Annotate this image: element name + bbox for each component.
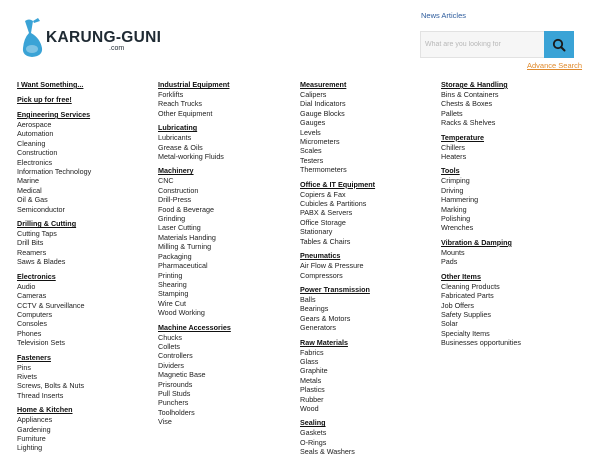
category-item[interactable]: Thermometers xyxy=(300,165,347,175)
category-item[interactable]: Aerospace xyxy=(17,120,52,129)
category-item[interactable]: Dividers xyxy=(158,360,184,370)
category-item[interactable]: Lubricants xyxy=(158,133,192,143)
category-heading[interactable]: Electronics xyxy=(17,271,56,281)
category-item[interactable]: Chillers xyxy=(441,142,465,152)
category-heading[interactable]: Industrial Equipment xyxy=(158,80,230,89)
category-item[interactable]: Wire Cut xyxy=(158,298,186,308)
category-item[interactable]: Toolholders xyxy=(158,407,195,417)
logo-icon xyxy=(20,16,48,58)
category-item[interactable]: Gauge Blocks xyxy=(300,108,345,118)
category-item[interactable]: Cameras xyxy=(17,291,47,301)
category-electronics xyxy=(17,272,152,348)
category-item[interactable]: Generators xyxy=(300,323,336,333)
category-item[interactable]: Metals xyxy=(300,375,322,385)
category-item[interactable]: Food & Beverage xyxy=(158,204,214,214)
category-item[interactable]: Stamping xyxy=(158,289,189,299)
category-item[interactable]: PABX & Servers xyxy=(300,208,353,218)
category-item[interactable]: Construction xyxy=(158,185,199,195)
category-heading[interactable]: Other Items xyxy=(441,271,481,281)
category-item[interactable]: Safety Supplies xyxy=(441,309,491,319)
search-button[interactable] xyxy=(544,31,574,58)
category-heading[interactable]: Engineering Services xyxy=(17,110,91,119)
search-bar xyxy=(420,31,574,58)
category-item[interactable]: Seals & Washers xyxy=(300,447,355,457)
category-item[interactable]: Packaging xyxy=(158,251,192,261)
category-item[interactable]: Wood Working xyxy=(158,308,205,318)
category-item[interactable]: Bins & Containers xyxy=(441,90,499,99)
category-heading[interactable]: Temperature xyxy=(441,132,485,142)
category-item[interactable]: Magnetic Base xyxy=(158,370,206,380)
category-item[interactable]: Vise xyxy=(158,417,172,427)
category-item[interactable]: Testers xyxy=(300,155,324,165)
category-item[interactable]: Rivets xyxy=(17,371,37,381)
category-item[interactable]: Marine xyxy=(17,176,39,186)
category-lubricating xyxy=(158,123,293,161)
category-item[interactable]: Scales xyxy=(300,146,322,156)
category-tools xyxy=(441,166,576,232)
category-item[interactable]: Job Offers xyxy=(441,300,475,310)
category-item[interactable]: Plastics xyxy=(300,385,325,395)
quick-link-want-something[interactable]: I Want Something... xyxy=(17,80,84,89)
category-power-transmission xyxy=(300,285,435,333)
category-item[interactable]: Computers xyxy=(17,309,53,319)
category-heading[interactable]: Machinery xyxy=(158,166,194,176)
category-item[interactable]: CCTV & Surveillance xyxy=(17,300,85,310)
category-item[interactable]: Oil & Gas xyxy=(17,195,48,205)
category-item[interactable]: Phones xyxy=(17,328,42,338)
category-item[interactable]: Micrometers xyxy=(300,137,340,147)
category-measurement xyxy=(300,80,435,175)
category-item[interactable]: Racks & Shelves xyxy=(441,118,496,128)
category-item[interactable]: Materials Handing xyxy=(158,232,216,242)
category-item[interactable]: Grinding xyxy=(158,214,186,224)
category-item[interactable]: Pharmaceutical xyxy=(158,261,208,271)
category-item[interactable]: Reamers xyxy=(17,247,47,257)
category-item[interactable]: Other Equipment xyxy=(158,108,213,118)
category-item[interactable]: Mounts xyxy=(441,247,465,257)
category-item[interactable]: Solar xyxy=(441,319,458,329)
category-engineering-services xyxy=(17,110,152,214)
category-item[interactable]: Balls xyxy=(300,294,316,304)
news-articles-link[interactable]: News Articles xyxy=(421,11,467,20)
category-heading[interactable]: Measurement xyxy=(300,80,347,89)
category-item[interactable]: Cleaning xyxy=(17,138,46,148)
category-item[interactable]: Drill Bits xyxy=(17,238,44,248)
category-item[interactable]: Pins xyxy=(17,362,31,372)
category-item[interactable]: Drill-Press xyxy=(158,195,192,205)
category-heading[interactable]: Tools xyxy=(441,166,460,176)
category-item[interactable]: Collets xyxy=(158,341,180,351)
category-item[interactable]: Television Sets xyxy=(17,338,65,348)
category-heading[interactable]: Raw Materials xyxy=(300,337,348,347)
category-item[interactable]: Polishing xyxy=(441,214,471,224)
category-item[interactable]: Fabrics xyxy=(300,347,324,357)
category-item[interactable]: Semiconductor xyxy=(17,204,65,214)
category-item[interactable]: Wood xyxy=(300,403,319,413)
category-item[interactable]: Pallets xyxy=(441,108,463,118)
category-item[interactable]: Furniture xyxy=(17,433,46,443)
category-heading[interactable]: Lubricating xyxy=(158,123,198,133)
search-icon xyxy=(552,38,566,52)
category-item[interactable]: Specialty Items xyxy=(441,328,490,338)
category-office-it xyxy=(300,180,435,246)
category-item[interactable]: Consoles xyxy=(17,319,47,329)
category-heading[interactable]: Office & IT Equipment xyxy=(300,179,376,189)
category-item[interactable]: Gauges xyxy=(300,118,326,128)
category-item[interactable]: Calipers xyxy=(300,90,327,99)
category-item[interactable]: Chests & Boxes xyxy=(441,99,493,109)
category-column-1 xyxy=(17,80,152,453)
category-item[interactable]: Gaskets xyxy=(300,428,327,438)
category-item[interactable]: Dial Indicators xyxy=(300,99,346,109)
category-item[interactable]: Thread Inserts xyxy=(17,390,64,400)
category-item[interactable]: Grease & Oils xyxy=(158,142,203,152)
category-heading[interactable]: Power Transmission xyxy=(300,284,370,294)
category-item[interactable]: Hammering xyxy=(441,195,479,205)
category-machinery xyxy=(158,166,293,317)
category-item[interactable]: Wrenches xyxy=(441,223,474,233)
quick-link-pickup-free[interactable]: Pick up for free! xyxy=(17,95,72,104)
logo-text: KARUNG-GUNI xyxy=(46,29,162,46)
category-item[interactable]: Heaters xyxy=(441,152,467,162)
category-item[interactable]: Forklifts xyxy=(158,90,184,99)
category-item[interactable]: Cutting Taps xyxy=(17,229,57,239)
search-input[interactable] xyxy=(420,31,544,58)
category-storage-handling xyxy=(441,80,576,128)
category-item[interactable]: Levels xyxy=(300,127,321,137)
category-item[interactable]: Audio xyxy=(17,281,36,291)
category-item[interactable]: Marking xyxy=(441,204,467,214)
category-item[interactable]: Medical xyxy=(17,185,42,195)
category-heading[interactable]: Pneumatics xyxy=(300,251,341,261)
category-item[interactable]: Cubicles & Partitions xyxy=(300,199,367,209)
category-item[interactable]: Information Technology xyxy=(17,167,92,177)
category-item[interactable]: Office Storage xyxy=(300,217,346,227)
category-heading[interactable]: Storage & Handling xyxy=(441,80,508,89)
category-sealing xyxy=(300,418,435,456)
category-item[interactable]: Compressors xyxy=(300,270,343,280)
category-item[interactable]: Reach Trucks xyxy=(158,99,202,109)
category-heading[interactable]: Fasteners xyxy=(17,352,51,362)
category-item[interactable]: Electronics xyxy=(17,157,53,167)
category-heading[interactable]: Home & Kitchen xyxy=(17,405,73,415)
category-item[interactable]: Pads xyxy=(441,257,458,267)
category-item[interactable]: Pull Studs xyxy=(158,388,191,398)
category-item[interactable]: Screws, Bolts & Nuts xyxy=(17,381,85,391)
category-item[interactable]: Saws & Blades xyxy=(17,257,66,267)
category-item[interactable]: Copiers & Fax xyxy=(300,189,346,199)
category-item[interactable]: Controllers xyxy=(158,351,193,361)
category-raw-materials xyxy=(300,338,435,414)
category-fasteners xyxy=(17,353,152,401)
category-item[interactable]: Laser Cutting xyxy=(158,223,201,233)
category-temperature xyxy=(441,133,576,162)
category-heading[interactable]: Drilling & Cutting xyxy=(17,219,77,229)
category-item[interactable]: Automation xyxy=(17,129,54,139)
category-item[interactable]: Cleaning Products xyxy=(441,281,500,291)
category-heading[interactable]: Machine Accessories xyxy=(158,322,231,332)
category-item[interactable]: Gardening xyxy=(17,424,51,434)
category-item[interactable]: Tables & Chairs xyxy=(300,236,351,246)
category-item[interactable]: Construction xyxy=(17,148,58,158)
category-item[interactable]: Fabricated Parts xyxy=(441,291,494,301)
category-item[interactable]: Metal-working Fluids xyxy=(158,152,224,162)
logo-subtext: .com xyxy=(109,45,125,52)
category-item[interactable]: Glass xyxy=(300,356,319,366)
category-item[interactable]: Shearing xyxy=(158,279,187,289)
category-item[interactable]: Milling & Turning xyxy=(158,242,212,252)
category-item[interactable]: Graphite xyxy=(300,366,328,376)
category-item[interactable]: Driving xyxy=(441,185,464,195)
site-logo[interactable] xyxy=(20,16,160,62)
category-item[interactable]: Bearings xyxy=(300,304,329,314)
category-machine-accessories xyxy=(158,323,293,427)
category-pneumatics xyxy=(300,251,435,280)
category-item[interactable]: CNC xyxy=(158,176,174,186)
category-item[interactable]: Gears & Motors xyxy=(300,313,351,323)
category-item[interactable]: Businesses opportunities xyxy=(441,338,521,348)
category-vibration-damping xyxy=(441,238,576,267)
advance-search-link[interactable]: Advance Search xyxy=(527,61,583,70)
category-item[interactable]: Stationary xyxy=(300,227,333,237)
category-column-3 xyxy=(300,80,435,457)
category-industrial-equipment xyxy=(158,80,293,118)
category-column-2 xyxy=(158,80,293,427)
category-other-items xyxy=(441,272,576,348)
category-column-4 xyxy=(441,80,576,348)
category-drilling-cutting xyxy=(17,219,152,267)
category-item[interactable]: Punchers xyxy=(158,398,189,408)
category-item[interactable]: Appliances xyxy=(17,415,53,425)
category-home-kitchen xyxy=(17,405,152,453)
category-heading[interactable]: Vibration & Damping xyxy=(441,237,512,247)
category-item[interactable]: Rubber xyxy=(300,394,324,404)
category-item[interactable]: Prisrounds xyxy=(158,379,193,389)
category-item[interactable]: Air Flow & Pressure xyxy=(300,261,364,271)
category-item[interactable]: Chucks xyxy=(158,332,182,342)
category-item[interactable]: Lighting xyxy=(17,443,43,453)
category-item[interactable]: O-Rings xyxy=(300,437,327,447)
category-item[interactable]: Crimping xyxy=(441,176,470,186)
category-item[interactable]: Printing xyxy=(158,270,183,280)
category-heading[interactable]: Sealing xyxy=(300,418,326,428)
